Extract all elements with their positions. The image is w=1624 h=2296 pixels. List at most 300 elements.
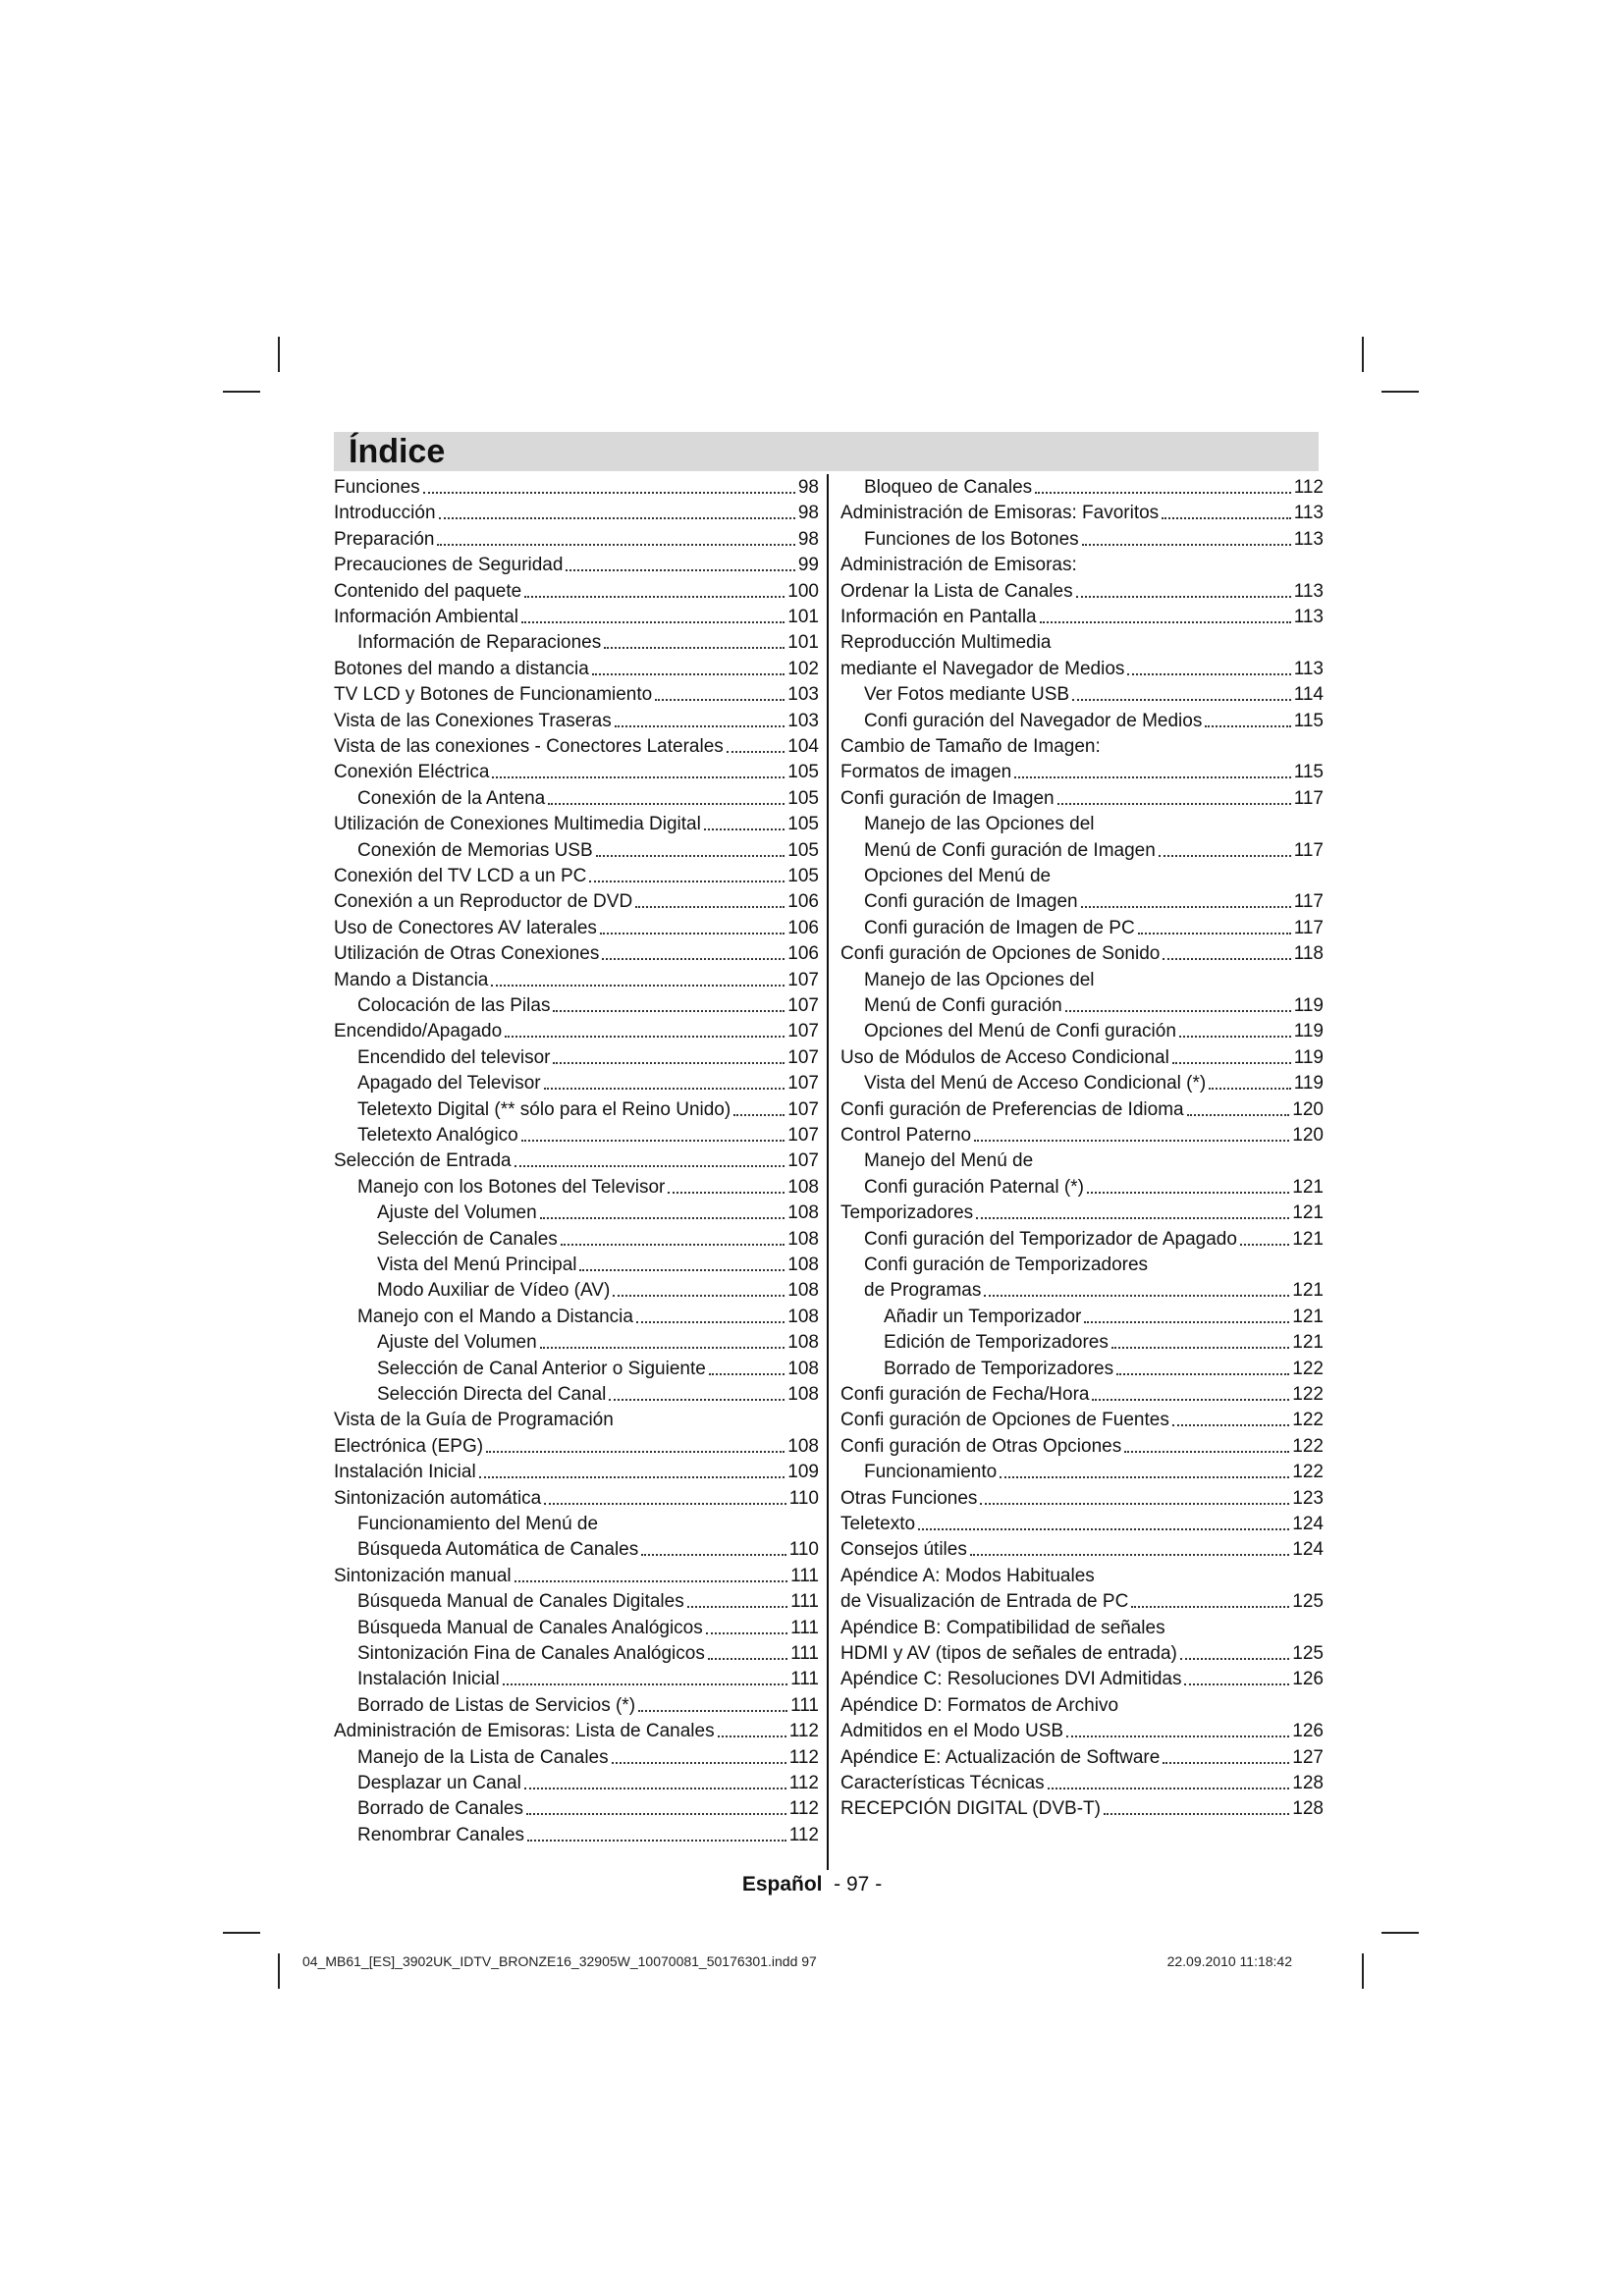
toc-entry[interactable]	[334, 1668, 819, 1691]
toc-entry-page: 104	[787, 736, 819, 757]
toc-entry[interactable]	[840, 942, 1324, 966]
toc-entry-label: Desplazar un Canal	[357, 1773, 521, 1793]
toc-entry[interactable]	[840, 813, 1324, 836]
toc-entry-page: 105	[787, 814, 819, 835]
toc-entry[interactable]	[334, 631, 819, 655]
toc-entry-page: 117	[1293, 891, 1324, 913]
toc-entry-label: Renombrar Canales	[357, 1824, 525, 1845]
toc-entry-page: 101	[787, 632, 819, 654]
toc-entry-page: 121	[1292, 1280, 1324, 1302]
toc-entry-label: Conexión del TV LCD a un PC	[334, 866, 587, 886]
toc-entry[interactable]	[334, 1772, 819, 1795]
toc-leader-dots	[503, 1683, 787, 1685]
toc-entry-label: Apéndice A: Modos Habituales	[840, 1565, 1095, 1586]
toc-entry-label: Manejo de las Opciones del	[864, 969, 1095, 990]
toc-entry[interactable]	[334, 1824, 819, 1847]
toc-entry-label: Electrónica (EPG)	[334, 1435, 484, 1457]
toc-entry[interactable]	[334, 1797, 819, 1821]
toc-entry[interactable]	[334, 1617, 819, 1640]
toc-entry[interactable]	[334, 1487, 819, 1511]
toc-entry[interactable]	[840, 1668, 1324, 1691]
toc-entry-page: 124	[1292, 1539, 1324, 1561]
toc-entry-page: 126	[1292, 1669, 1324, 1690]
file-slug: 04_MB61_[ES]_3902UK_IDTV_BRONZE16_32905W_10070081_50176301.indd 97	[302, 1953, 817, 1969]
toc-leader-dots	[635, 906, 785, 908]
toc-leader-dots	[544, 1088, 785, 1090]
toc-entry-label: Funcionamiento del Menú de	[357, 1514, 599, 1534]
toc-entry-label: Encendido/Apagado	[334, 1021, 503, 1042]
toc-entry[interactable]	[334, 1694, 819, 1718]
toc-leader-dots	[1180, 1658, 1289, 1660]
toc-entry[interactable]	[334, 1331, 819, 1355]
toc-right-column	[840, 476, 1324, 1870]
toc-entry-page: 106	[787, 917, 819, 938]
toc-entry[interactable]	[840, 890, 1324, 914]
toc-entry[interactable]	[840, 631, 1324, 655]
toc-entry-page: 113	[1293, 607, 1324, 627]
toc-entry-label: Uso de Módulos de Acceso Condicional	[840, 1046, 1169, 1068]
toc-entry-label: Ajuste del Volumen	[377, 1202, 537, 1224]
toc-entry-label: HDMI y AV (tipos de señales de entrada)	[840, 1643, 1177, 1664]
toc-entry-label: Vista del Menú de Acceso Condicional (*)	[864, 1073, 1207, 1095]
toc-entry[interactable]	[840, 1279, 1324, 1303]
toc-entry-page: 110	[788, 1487, 819, 1509]
toc-entry-label: Borrado de Temporizadores	[884, 1358, 1114, 1379]
crop-mark-tl-h	[223, 391, 260, 393]
toc-leader-dots	[553, 1010, 785, 1012]
toc-entry[interactable]	[840, 1797, 1324, 1821]
toc-entry[interactable]	[334, 839, 819, 863]
toc-entry-page: 107	[787, 995, 819, 1016]
toc-entry[interactable]	[840, 1642, 1324, 1666]
toc-entry-label: Confi guración de Imagen	[840, 787, 1055, 809]
toc-entry-label: Sintonización automática	[334, 1487, 542, 1509]
toc-entry[interactable]	[840, 1306, 1324, 1329]
toc-leader-dots	[1131, 1606, 1289, 1608]
toc-entry-page: 113	[1293, 503, 1324, 524]
toc-entry[interactable]	[334, 1358, 819, 1381]
toc-entry[interactable]	[334, 917, 819, 940]
toc-entry-page: 119	[1293, 1021, 1324, 1042]
toc-entry-label: Instalación Inicial	[334, 1462, 476, 1483]
toc-entry-page: 112	[788, 1773, 819, 1793]
toc-entry[interactable]	[334, 683, 819, 707]
toc-entry[interactable]	[840, 1124, 1324, 1148]
toc-entry[interactable]	[334, 1176, 819, 1200]
toc-entry-page: 108	[787, 1255, 819, 1275]
toc-entry-label: Selección de Canal Anterior o Siguiente	[377, 1358, 706, 1379]
toc-entry[interactable]	[840, 761, 1324, 784]
toc-entry-page: 119	[1293, 1046, 1324, 1068]
toc-leader-dots	[1087, 1192, 1289, 1194]
toc-entry[interactable]	[334, 813, 819, 836]
toc-entry-page: 108	[787, 1358, 819, 1379]
toc-entry-page: 121	[1292, 1228, 1324, 1250]
toc-entry[interactable]	[334, 1020, 819, 1043]
toc-entry[interactable]	[840, 1590, 1324, 1614]
footer-page-number: - 97 -	[834, 1873, 883, 1896]
toc-leader-dots	[592, 673, 785, 675]
toc-entry[interactable]	[334, 502, 819, 525]
toc-entry-label: Confi guración de Opciones de Fuentes	[840, 1410, 1169, 1431]
toc-leader-dots	[423, 492, 795, 494]
toc-leader-dots	[1081, 906, 1291, 908]
toc-entry[interactable]	[840, 1176, 1324, 1200]
toc-entry-page: 112	[1293, 477, 1324, 498]
toc-leader-dots	[709, 1373, 785, 1375]
toc-entry[interactable]	[840, 1487, 1324, 1511]
toc-entry-page: 105	[787, 762, 819, 783]
toc-entry-page: 112	[788, 1798, 819, 1820]
toc-entry-page: 119	[1293, 995, 1324, 1016]
toc-entry-page: 103	[787, 684, 819, 706]
toc-entry[interactable]	[334, 761, 819, 784]
toc-entry-label: Reproducción Multimedia	[840, 632, 1052, 654]
toc-entry[interactable]	[840, 1149, 1324, 1173]
toc-entry[interactable]	[840, 969, 1324, 992]
toc-leader-dots	[1076, 596, 1291, 598]
toc-entry-label: Manejo con el Mando a Distancia	[357, 1306, 633, 1327]
toc-entry-label: Búsqueda Manual de Canales Digitales	[357, 1591, 684, 1613]
toc-entry-label: Sintonización Fina de Canales Analógicos	[357, 1643, 705, 1664]
toc-entry-page: 125	[1292, 1643, 1324, 1664]
toc-entry-label: Información Ambiental	[334, 607, 518, 627]
toc-entry-page: 108	[787, 1280, 819, 1302]
toc-entry[interactable]	[334, 1538, 819, 1562]
toc-entry-label: Apéndice D: Formatos de Archivo	[840, 1694, 1119, 1716]
toc-leader-dots	[1035, 492, 1291, 494]
toc-entry-page: 107	[787, 1073, 819, 1095]
toc-leader-dots	[1092, 1399, 1289, 1401]
toc-entry[interactable]	[840, 1435, 1324, 1459]
toc-leader-dots	[1066, 1735, 1289, 1737]
toc-entry-page: 98	[797, 477, 819, 498]
toc-entry[interactable]	[334, 1228, 819, 1252]
toc-leader-dots	[604, 647, 785, 649]
toc-entry-label: Confi guración del Navegador de Medios	[864, 710, 1203, 731]
toc-entry-page: 120	[1292, 1125, 1324, 1146]
toc-entry-page: 108	[787, 1384, 819, 1405]
toc-entry-label: Instalación Inicial	[357, 1669, 500, 1690]
toc-entry[interactable]	[840, 1331, 1324, 1355]
toc-entry[interactable]	[840, 1746, 1324, 1770]
toc-leader-dots	[514, 1580, 787, 1582]
toc-entry-page: 107	[787, 969, 819, 990]
toc-entry[interactable]	[840, 683, 1324, 707]
toc-entry-page: 103	[787, 710, 819, 731]
toc-entry-page: 113	[1293, 528, 1324, 550]
toc-entry-label: Confi guración del Temporizador de Apagado	[864, 1228, 1237, 1250]
date-slug: 22.09.2010 11:18:42	[1166, 1953, 1292, 1969]
toc-leader-dots	[1040, 621, 1291, 623]
toc-leader-dots	[514, 1165, 785, 1167]
toc-entry-label: Ordenar la Lista de Canales	[840, 580, 1073, 602]
toc-entry[interactable]	[840, 735, 1324, 759]
toc-entry[interactable]	[334, 1565, 819, 1588]
toc-leader-dots	[1072, 699, 1291, 701]
toc-entry-page: 117	[1293, 787, 1324, 809]
toc-leader-dots	[540, 1217, 785, 1219]
toc-entry[interactable]	[840, 1538, 1324, 1562]
toc-entry[interactable]	[840, 476, 1324, 500]
toc-entry[interactable]	[840, 1228, 1324, 1252]
toc-entry-page: 111	[790, 1591, 819, 1613]
toc-leader-dots	[1187, 1114, 1290, 1116]
toc-entry-label: Teletexto	[840, 1514, 916, 1534]
toc-entry[interactable]	[840, 1720, 1324, 1743]
toc-entry-label: Confi guración de Otras Opciones	[840, 1435, 1122, 1457]
toc-entry[interactable]	[840, 1358, 1324, 1381]
toc-leader-dots	[524, 1788, 786, 1789]
toc-entry-label: Conexión de la Antena	[357, 787, 546, 809]
toc-leader-dots	[974, 1140, 1289, 1142]
toc-entry-page: 123	[1292, 1487, 1324, 1509]
crop-mark-br-v	[1362, 1953, 1364, 1989]
toc-entry-label: Contenido del paquete	[334, 580, 522, 602]
toc-entry[interactable]	[334, 969, 819, 992]
toc-entry[interactable]	[334, 528, 819, 552]
toc-entry-label: Selección Directa del Canal	[377, 1384, 607, 1405]
toc-entry-label: Conexión Eléctrica	[334, 762, 490, 783]
toc-leader-dots	[970, 1554, 1289, 1556]
toc-leader-dots	[1124, 1451, 1289, 1453]
toc-entry-label: Precauciones de Seguridad	[334, 555, 564, 576]
toc-entry-label: Mando a Distancia	[334, 969, 489, 990]
toc-entry-label: Vista del Menú Principal	[377, 1255, 577, 1275]
toc-entry[interactable]	[840, 1072, 1324, 1095]
toc-entry-page: 113	[1293, 580, 1324, 602]
toc-entry[interactable]	[334, 890, 819, 914]
toc-entry[interactable]	[334, 606, 819, 629]
toc-entry-page: 122	[1292, 1435, 1324, 1457]
toc-entry-page: 128	[1292, 1798, 1324, 1820]
toc-leader-dots	[579, 1269, 785, 1271]
toc-entry-label: Confi guración de Preferencias de Idioma	[840, 1098, 1184, 1120]
toc-entry[interactable]	[334, 476, 819, 500]
toc-entry-label: Búsqueda Manual de Canales Analógicos	[357, 1617, 703, 1638]
toc-leader-dots	[733, 1114, 785, 1116]
toc-leader-dots	[1184, 1683, 1289, 1685]
toc-leader-dots	[613, 1295, 785, 1297]
toc-leader-dots	[727, 751, 785, 753]
toc-entry[interactable]	[840, 658, 1324, 681]
toc-entry[interactable]	[334, 1201, 819, 1225]
toc-entry-page: 102	[787, 658, 819, 679]
toc-leader-dots	[527, 1840, 786, 1842]
toc-entry[interactable]	[334, 1409, 819, 1432]
toc-entry[interactable]	[334, 1149, 819, 1173]
toc-entry-label: Apagado del Televisor	[357, 1073, 541, 1095]
toc-entry-page: 122	[1292, 1384, 1324, 1405]
toc-leader-dots	[1240, 1244, 1289, 1246]
toc-entry-label: Información de Reparaciones	[357, 632, 602, 654]
toc-entry-page: 121	[1292, 1306, 1324, 1327]
toc-entry[interactable]	[334, 942, 819, 966]
toc-entry-page: 101	[787, 607, 819, 627]
toc-entry[interactable]	[334, 1098, 819, 1122]
toc-entry[interactable]	[840, 1046, 1324, 1070]
toc-leader-dots	[589, 881, 785, 882]
toc-entry[interactable]	[840, 580, 1324, 604]
toc-leader-dots	[1057, 803, 1291, 805]
toc-leader-dots	[521, 621, 785, 623]
toc-entry-page: 108	[787, 1202, 819, 1224]
toc-entry-page: 126	[1292, 1721, 1324, 1742]
toc-entry[interactable]	[334, 787, 819, 811]
toc-entry-label: Preparación	[334, 528, 435, 550]
toc-entry-page: 124	[1292, 1514, 1324, 1534]
toc-leader-dots	[984, 1295, 1289, 1297]
toc-entry[interactable]	[334, 1383, 819, 1407]
toc-leader-dots	[491, 985, 785, 987]
toc-entry-label: Opciones del Menú de Confi guración	[864, 1021, 1176, 1042]
toc-entry[interactable]	[334, 1513, 819, 1536]
toc-entry-label: Temporizadores	[840, 1202, 974, 1224]
toc-entry[interactable]	[334, 580, 819, 604]
toc-entry-page: 105	[787, 787, 819, 809]
toc-entry-label: Funciones de los Botones	[864, 528, 1079, 550]
toc-entry-page: 118	[1293, 943, 1324, 965]
toc-entry[interactable]	[840, 1513, 1324, 1536]
toc-left-column	[334, 476, 819, 1870]
toc-entry-page: 106	[787, 943, 819, 965]
toc-entry-label: Añadir un Temporizador	[884, 1306, 1082, 1327]
toc-entry-label: Confi guración de Temporizadores	[864, 1255, 1149, 1275]
toc-entry[interactable]	[334, 554, 819, 577]
toc-entry[interactable]	[840, 1383, 1324, 1407]
toc-leader-dots	[1065, 1010, 1291, 1012]
toc-entry-label: Colocación de las Pilas	[357, 995, 551, 1016]
toc-leader-dots	[687, 1606, 787, 1608]
toc-entry-label: Edición de Temporizadores	[884, 1332, 1109, 1354]
toc-entry[interactable]	[840, 1020, 1324, 1043]
toc-entry[interactable]	[840, 606, 1324, 629]
toc-leader-dots	[1138, 933, 1291, 934]
toc-entry[interactable]	[334, 1124, 819, 1148]
toc-entry[interactable]	[840, 710, 1324, 733]
toc-entry[interactable]	[840, 1617, 1324, 1640]
toc-entry[interactable]	[840, 1565, 1324, 1588]
toc-entry-label: Modo Auxiliar de Vídeo (AV)	[377, 1280, 611, 1302]
toc-entry[interactable]	[334, 1590, 819, 1614]
toc-entry-label: Manejo del Menú de	[864, 1150, 1034, 1172]
toc-entry-page: 107	[787, 1150, 819, 1172]
toc-entry-label: mediante el Navegador de Medios	[840, 658, 1125, 679]
toc-entry[interactable]	[840, 994, 1324, 1018]
toc-entry[interactable]	[334, 1046, 819, 1070]
toc-entry-label: Conexión a un Reproductor de DVD	[334, 891, 633, 913]
toc-entry-label: Consejos útiles	[840, 1539, 967, 1561]
toc-leader-dots	[526, 1813, 786, 1815]
toc-entry[interactable]	[840, 865, 1324, 888]
toc-entry[interactable]	[334, 735, 819, 759]
toc-entry[interactable]	[334, 1642, 819, 1666]
toc-leader-dots	[524, 596, 785, 598]
toc-leader-dots	[718, 1735, 786, 1737]
toc-leader-dots	[602, 958, 785, 960]
toc-entry-page: 120	[1292, 1098, 1324, 1120]
toc-leader-dots	[1163, 958, 1290, 960]
toc-entry[interactable]	[334, 1254, 819, 1277]
toc-entry-label: Funciones	[334, 477, 420, 498]
toc-entry-label: Uso de Conectores AV laterales	[334, 917, 597, 938]
toc-entry[interactable]	[334, 1435, 819, 1459]
toc-entry-label: Conexión de Memorias USB	[357, 839, 593, 861]
toc-leader-dots	[668, 1192, 785, 1194]
toc-entry[interactable]	[840, 1694, 1324, 1718]
toc-entry-page: 107	[787, 1125, 819, 1146]
toc-entry[interactable]	[840, 1201, 1324, 1225]
toc-entry-label: Sintonización manual	[334, 1565, 512, 1586]
toc-entry-page: 108	[787, 1306, 819, 1327]
toc-entry-page: 100	[787, 580, 819, 602]
toc-leader-dots	[1172, 1062, 1291, 1064]
toc-entry[interactable]	[840, 787, 1324, 811]
toc-leader-dots	[553, 1062, 785, 1064]
toc-entry[interactable]	[840, 1772, 1324, 1795]
toc-entry-page: 107	[787, 1021, 819, 1042]
toc-leader-dots	[521, 1140, 785, 1142]
toc-entry[interactable]	[334, 710, 819, 733]
toc-entry-label: Confi guración de Imagen	[864, 891, 1078, 913]
toc-entry-label: Confi guración Paternal (*)	[864, 1176, 1084, 1198]
toc-entry[interactable]	[334, 1746, 819, 1770]
toc-entry[interactable]	[840, 1254, 1324, 1277]
toc-leader-dots	[561, 1244, 785, 1246]
toc-leader-dots	[566, 569, 794, 571]
toc-entry[interactable]	[840, 554, 1324, 577]
toc-entry-label: Búsqueda Automática de Canales	[357, 1539, 639, 1561]
toc-entry[interactable]	[334, 865, 819, 888]
toc-leader-dots	[544, 1503, 785, 1505]
toc-entry[interactable]	[334, 1461, 819, 1484]
toc-entry-label: Vista de las Conexiones Traseras	[334, 710, 612, 731]
toc-entry[interactable]	[334, 1279, 819, 1303]
toc-entry-page: 111	[790, 1617, 819, 1638]
toc-leader-dots	[548, 803, 785, 805]
toc-entry[interactable]	[840, 528, 1324, 552]
toc-entry-label: Otras Funciones	[840, 1487, 978, 1509]
toc-entry[interactable]	[840, 1409, 1324, 1432]
toc-entry-page: 113	[1293, 658, 1324, 679]
toc-entry-label: Formatos de imagen	[840, 762, 1012, 783]
toc-entry[interactable]	[840, 502, 1324, 525]
toc-leader-dots	[641, 1554, 785, 1556]
toc-entry-label: Control Paterno	[840, 1125, 972, 1146]
toc-entry-label: Apéndice E: Actualización de Software	[840, 1746, 1161, 1768]
toc-entry[interactable]	[334, 1072, 819, 1095]
toc-entry-label: Apéndice B: Compatibilidad de señales	[840, 1617, 1165, 1638]
toc-entry-label: de Visualización de Entrada de PC	[840, 1591, 1129, 1613]
toc-entry[interactable]	[334, 658, 819, 681]
toc-leader-dots	[636, 1321, 785, 1323]
toc-entry[interactable]	[334, 1720, 819, 1743]
toc-entry[interactable]	[840, 839, 1324, 863]
toc-leader-dots	[704, 828, 785, 830]
toc-entry[interactable]	[840, 1098, 1324, 1122]
toc-entry[interactable]	[840, 917, 1324, 940]
toc-entry-page: 107	[787, 1098, 819, 1120]
toc-entry-label: Información en Pantalla	[840, 607, 1037, 627]
toc-entry-label: Funcionamiento	[864, 1462, 998, 1483]
toc-leader-dots	[1104, 1813, 1289, 1815]
toc-entry[interactable]	[334, 1306, 819, 1329]
toc-entry-page: 127	[1292, 1746, 1324, 1768]
toc-entry[interactable]	[840, 1461, 1324, 1484]
toc-entry[interactable]	[334, 994, 819, 1018]
toc-entry-page: 122	[1292, 1358, 1324, 1379]
toc-entry-label: Selección de Canales	[377, 1228, 558, 1250]
